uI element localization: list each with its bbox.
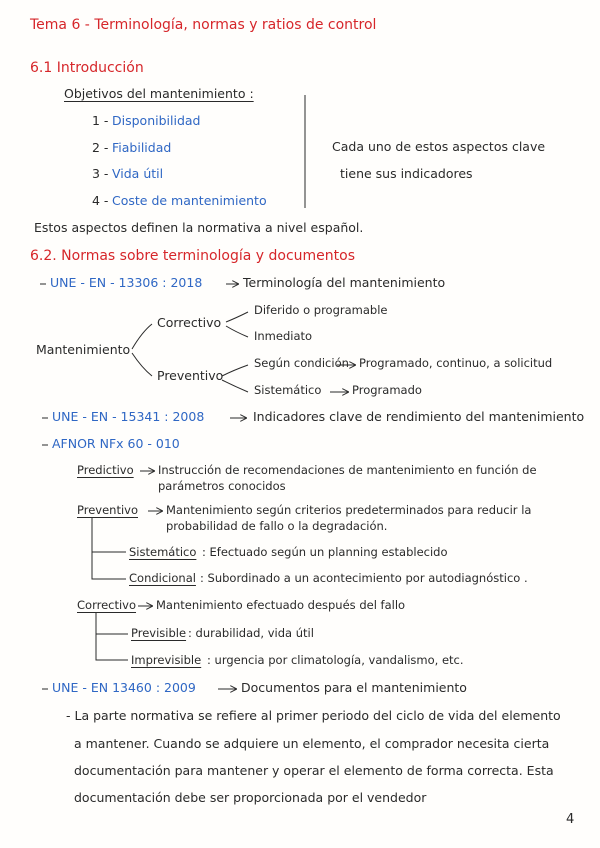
objective-item: Fiabilidad bbox=[112, 140, 172, 155]
bracket bbox=[96, 613, 128, 660]
subtype-label-previsible: Previsible bbox=[131, 626, 187, 640]
objective-item: Vida útil bbox=[112, 166, 164, 181]
tree-node-preventivo: Preventivo bbox=[157, 368, 224, 383]
paragraph-line: - La parte normativa se refiere al primer periodo del ciclo de vida del elemento bbox=[66, 708, 561, 723]
tree-branch bbox=[222, 380, 248, 392]
standard-description: Indicadores clave de rendimiento del mantenimiento bbox=[253, 409, 585, 424]
tree-result: Programado bbox=[352, 383, 422, 397]
tree-branch bbox=[226, 312, 248, 322]
tree-result: Programado, continuo, a solicitud bbox=[359, 356, 553, 370]
subtype-description: : Subordinado a un acontecimiento por autodiagnóstico . bbox=[200, 571, 528, 585]
tree-branch bbox=[132, 324, 152, 349]
page-number: 4 bbox=[566, 812, 575, 827]
tree-branch bbox=[222, 365, 248, 376]
tree-leaf-sistematico: Sistemático bbox=[254, 383, 322, 397]
type-label-correctivo: Correctivo bbox=[77, 598, 137, 612]
paragraph-line: documentación para mantener y operar el elemento de forma correcta. Esta bbox=[74, 763, 554, 778]
section-heading-introduccion: 6.1 Introducción bbox=[30, 60, 144, 76]
objectives-label: Objetivos del mantenimiento : bbox=[64, 86, 254, 101]
standard-code: UNE - EN - 15341 : 2008 bbox=[52, 409, 205, 424]
standard-code: UNE - EN - 13306 : 2018 bbox=[50, 275, 203, 290]
tree-branch bbox=[226, 326, 248, 337]
subtype-description: : durabilidad, vida útil bbox=[188, 626, 314, 640]
paragraph-line: a mantener. Cuando se adquiere un elemento, el comprador necesita cierta bbox=[74, 736, 550, 751]
type-description: parámetros conocidos bbox=[158, 479, 286, 493]
objective-item: Coste de mantenimiento bbox=[112, 193, 267, 208]
type-description: Mantenimiento efectuado después del fallo bbox=[156, 598, 406, 612]
objective-number: 4 - bbox=[92, 193, 109, 208]
side-note: Cada uno de estos aspectos clave bbox=[332, 139, 546, 154]
summary-text: Estos aspectos definen la normativa a nivel español. bbox=[34, 220, 364, 235]
standard-code: AFNOR NFx 60 - 010 bbox=[52, 436, 180, 451]
standard-description: Documentos para el mantenimiento bbox=[241, 680, 467, 695]
section-heading-normas: 6.2. Normas sobre terminología y documentos bbox=[30, 248, 356, 264]
type-label-predictivo: Predictivo bbox=[77, 463, 134, 477]
objective-number: 1 - bbox=[92, 113, 109, 128]
subtype-label-condicional: Condicional bbox=[129, 571, 196, 585]
type-label-preventivo: Preventivo bbox=[77, 503, 138, 517]
standard-code: UNE - EN 13460 : 2009 bbox=[52, 680, 196, 695]
tree-leaf-inmediato: Inmediato bbox=[254, 329, 313, 343]
type-description: Mantenimiento según criterios predeterminados para reducir la bbox=[166, 503, 532, 517]
tree-root: Mantenimiento bbox=[36, 342, 131, 357]
objective-number: 3 - bbox=[92, 166, 109, 181]
tree-leaf-segun-condicion: Según condición bbox=[254, 356, 349, 370]
standard-description: Terminología del mantenimiento bbox=[243, 275, 446, 290]
tree-branch bbox=[132, 353, 152, 376]
type-description: Instrucción de recomendaciones de mantenimiento en función de bbox=[158, 463, 537, 477]
objective-number: 2 - bbox=[92, 140, 109, 155]
bracket bbox=[92, 518, 126, 579]
side-note: tiene sus indicadores bbox=[340, 166, 473, 181]
subtype-description: : Efectuado según un planning establecido bbox=[202, 545, 448, 559]
subtype-label-sistematico: Sistemático bbox=[129, 545, 197, 559]
subtype-label-imprevisible: Imprevisible bbox=[131, 653, 202, 667]
subtype-description: : urgencia por climatología, vandalismo, etc. bbox=[207, 653, 464, 667]
tree-node-correctivo: Correctivo bbox=[157, 315, 222, 330]
page-title: Tema 6 - Terminología, normas y ratios de control bbox=[30, 17, 377, 33]
tree-leaf-diferido: Diferido o programable bbox=[254, 303, 388, 317]
objective-item: Disponibilidad bbox=[112, 113, 201, 128]
paragraph-line: documentación debe ser proporcionada por el vendedor bbox=[74, 790, 427, 805]
type-description: probabilidad de fallo o la degradación. bbox=[166, 519, 388, 533]
